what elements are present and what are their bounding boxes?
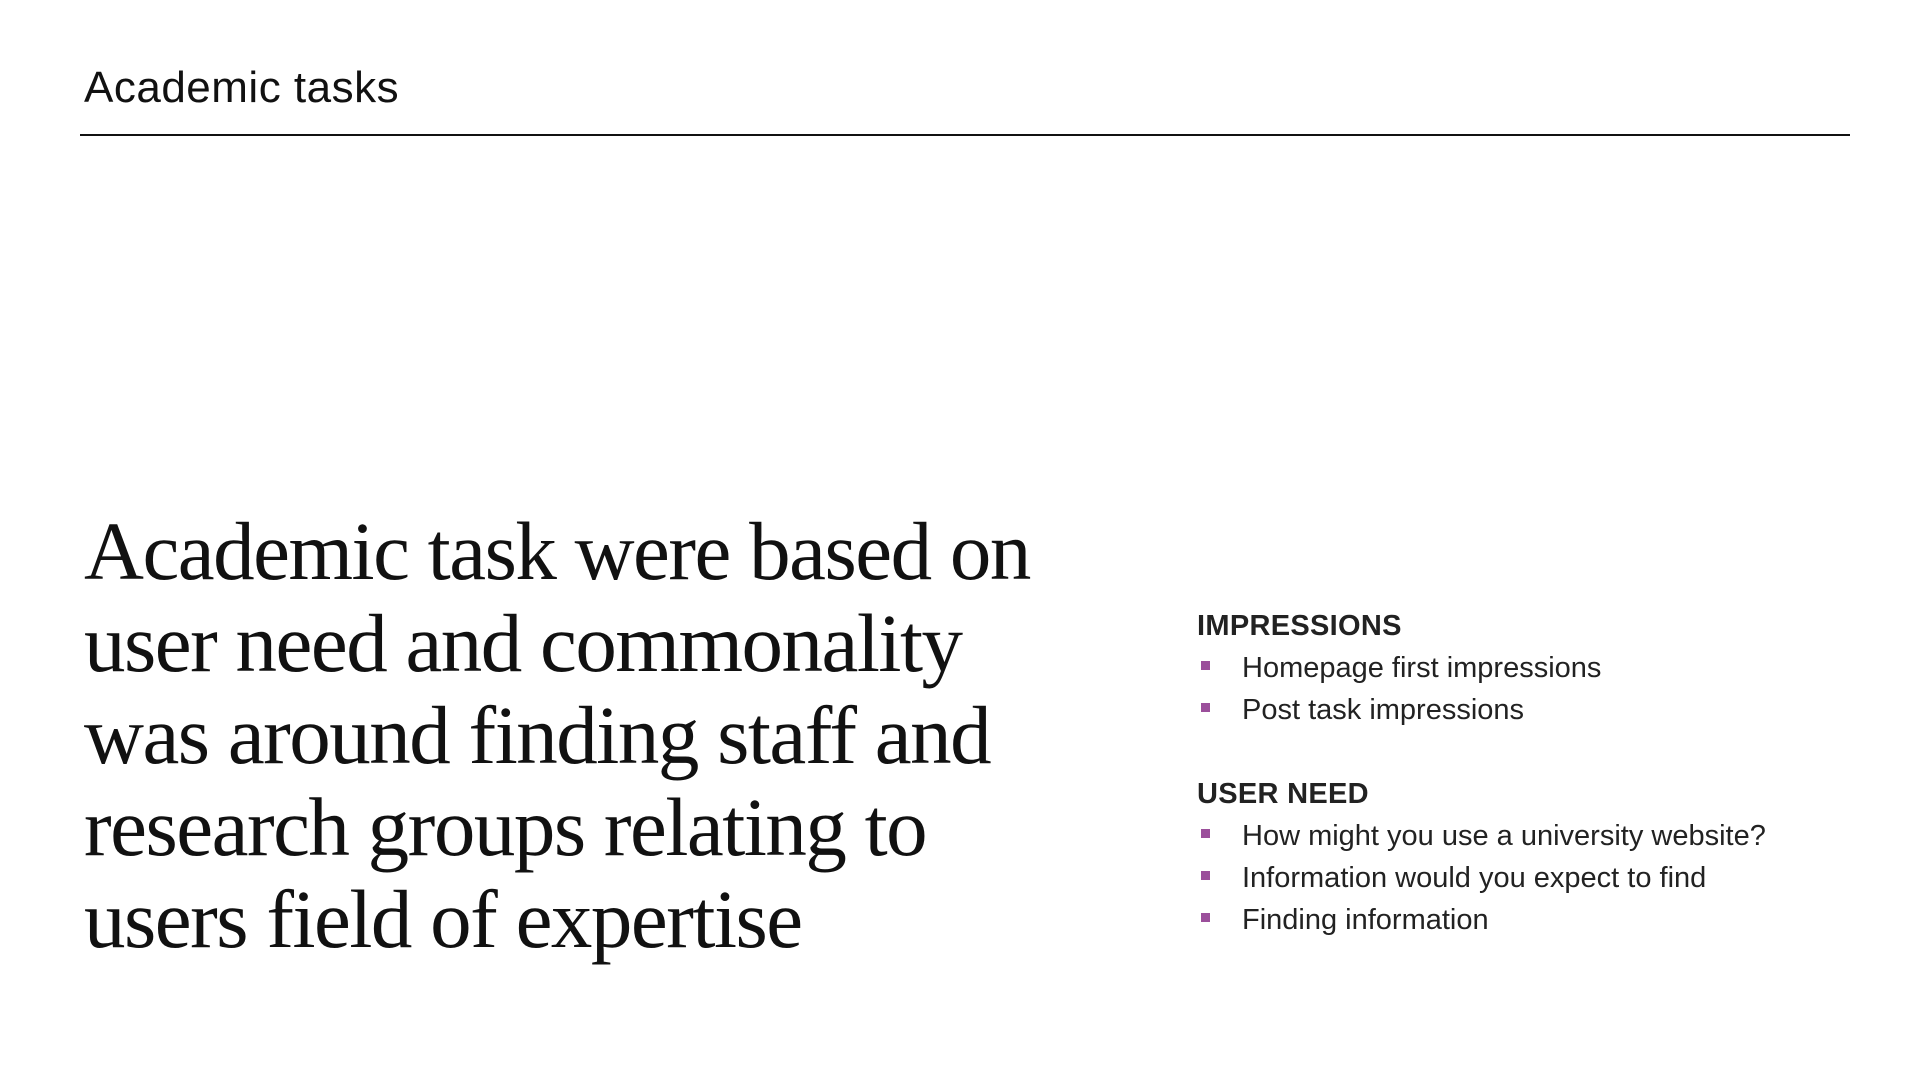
square-bullet-icon [1201,661,1210,670]
impressions-section [1197,605,1817,731]
list-item-text: Finding information [1242,904,1489,936]
square-bullet-icon [1201,703,1210,712]
list-item [1197,815,1817,857]
impressions-list [1197,647,1817,731]
list-item-text: How might you use a university website? [1242,820,1766,852]
list-item [1197,899,1817,941]
side-panel [1197,605,1817,983]
square-bullet-icon [1201,913,1210,922]
user-need-list [1197,815,1817,941]
list-item-text: Post task impressions [1242,694,1525,726]
list-item [1197,857,1817,899]
list-item-text: Information would you expect to find [1242,862,1707,894]
main-statement: Academic task were based on user need and commonality was around finding staff and research groups relating to users field of expertise [84,505,1030,965]
header-divider [80,134,1850,136]
list-item-text: Homepage first impressions [1242,652,1602,684]
list-item [1197,689,1817,731]
page-title: Academic tasks [84,63,400,112]
list-item [1197,647,1817,689]
user-need-section [1197,773,1817,941]
section-heading-user-need: USER NEED [1197,778,1369,810]
section-heading-impressions: IMPRESSIONS [1197,610,1402,642]
square-bullet-icon [1201,871,1210,880]
square-bullet-icon [1201,829,1210,838]
